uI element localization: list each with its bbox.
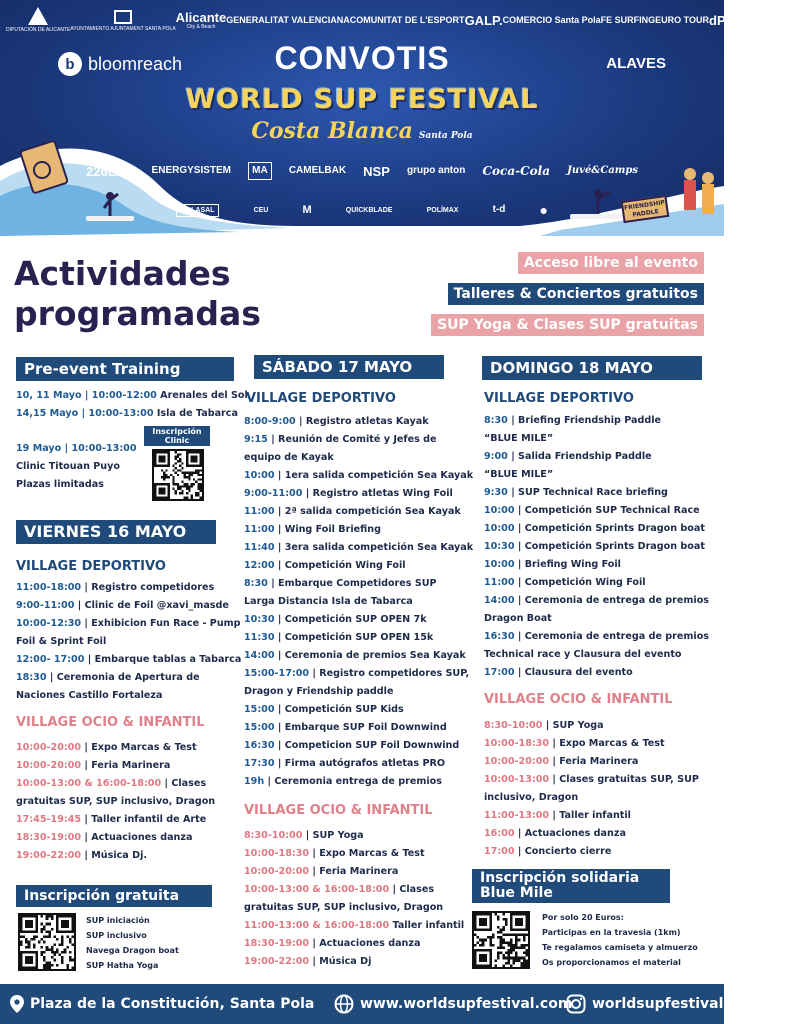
bottom-sponsor-row xyxy=(176,200,548,220)
speaker-illustration-icon xyxy=(6,140,76,200)
list-item: 14:00 | Ceremonia de premios Sea Kayak xyxy=(244,650,466,661)
list-item: 8:30 | Embarque Competidores SUP xyxy=(244,578,437,589)
list-item: 10:00-20:00 | Expo Marcas & Test xyxy=(16,742,197,753)
globe-icon xyxy=(334,994,354,1014)
list-item: Larga Distancia Isla de Tabarca xyxy=(244,596,413,607)
sabado-ocio-list xyxy=(244,827,476,971)
sponsor-quickblade: QUICKBLADE xyxy=(345,206,393,214)
list-item: 11:00 | Competición Wing Foil xyxy=(484,577,646,588)
sponsor-generalitat: GENERALITAT VALENCIANA xyxy=(226,14,350,25)
qr-pattern-icon xyxy=(154,451,202,499)
footer-location xyxy=(10,984,314,1024)
paddler-illustration-icon xyxy=(566,180,626,224)
list-item: 14,15 Mayo | 10:00-13:00 Isla de Tabarca xyxy=(16,408,238,419)
pre-event-list xyxy=(16,387,248,423)
sponsor-polasal: POLASAL xyxy=(176,204,219,217)
domingo-village-ocio: VILLAGE OCIO & INFANTIL xyxy=(484,692,673,707)
sponsor-226ers: 226ERS xyxy=(86,163,135,179)
list-item: 10, 11 Mayo | 10:00-12:00 Arenales del Sol xyxy=(16,390,248,401)
people-illustration-icon xyxy=(676,160,720,226)
sponsor-fesurfing: FE SURFING xyxy=(600,14,656,25)
sponsor-td: t-d xyxy=(492,204,506,215)
qr-pattern-icon xyxy=(474,913,528,967)
list-item: Technical race y Clausura del evento xyxy=(484,649,682,660)
sponsor-alicante: Alicante City & Beach xyxy=(175,9,227,30)
list-item: gratuitas SUP, SUP inclusivo, Dragon xyxy=(244,902,444,913)
list-item: 16:30 | Competicion SUP Foil Downwind xyxy=(244,740,460,751)
costa-blanca-text: Costa Blanca xyxy=(251,118,413,144)
list-item: 12:00 | Competición Wing Foil xyxy=(244,560,406,571)
list-item: 10:00-20:00 | Feria Marinera xyxy=(484,756,639,767)
clinic-qr-code[interactable] xyxy=(152,449,204,501)
inscripcion-gratuita-list xyxy=(86,913,179,973)
sponsor-convotis: CONVOTIS xyxy=(274,40,450,76)
sponsor-m: M xyxy=(302,203,312,216)
list-item: 10:00-13:00 & 16:00-18:00 | Clases xyxy=(244,884,435,895)
section-sabado: SÁBADO 17 MAYO xyxy=(254,355,444,379)
event-header-banner xyxy=(0,0,791,236)
sponsor-eurotour: EURO TOUR xyxy=(655,14,709,25)
sponsor-diputacion: DIPUTACIÓN DE ALICANTE xyxy=(6,7,70,33)
sponsor-juve-camps: Juvé&Camps xyxy=(567,165,638,176)
list-item: 10:00-13:00 & 16:00-18:00 | Clases xyxy=(16,778,207,789)
list-item: 16:00 | Actuaciones danza xyxy=(484,828,626,839)
list-item: Naciones Castillo Fortaleza xyxy=(16,690,163,701)
map-pin-icon xyxy=(10,995,24,1013)
mid-sponsor-row xyxy=(86,158,638,184)
inscripcion-qr-code[interactable] xyxy=(18,913,76,971)
list-item: equipo de Kayak xyxy=(244,452,334,463)
list-item: 19h | Ceremonia entrega de premios xyxy=(244,776,442,787)
list-item: SUP inclusivo xyxy=(86,931,147,940)
list-item: 9:00-11:00 | Clinic de Foil @xavi_masde xyxy=(16,600,229,611)
list-item: 11:00-18:00 | Registro competidores xyxy=(16,582,215,593)
list-item: 11:30 | Competición SUP OPEN 15k xyxy=(244,632,434,643)
blue-mile-qr-code[interactable] xyxy=(472,911,530,969)
list-item: 10:00-20:00 | Feria Marinera xyxy=(16,760,171,771)
section-domingo: DOMINGO 18 MAYO xyxy=(482,356,702,380)
top-sponsor-row xyxy=(6,4,791,36)
list-item: 10:00-12:30 | Exhibicion Fun Race - Pump xyxy=(16,618,241,629)
sabado-village-deportivo: VILLAGE DEPORTIVO xyxy=(246,391,396,406)
festival-logo-subtitle xyxy=(0,118,724,144)
domingo-ocio-list xyxy=(484,717,718,861)
list-item: 10:00-13:00 | Clases gratuitas SUP, SUP xyxy=(484,774,699,785)
badge-line-1: Inscripción xyxy=(152,427,202,436)
list-item: “BLUE MILE” xyxy=(484,469,554,480)
list-item: 9:15 | Reunión de Comité y Jefes de xyxy=(244,434,437,445)
list-item: 9:00-11:00 | Registro atletas Wing Foil xyxy=(244,488,453,499)
title-line-2: programadas xyxy=(14,294,261,333)
bloomreach-logo-icon: b xyxy=(58,52,82,76)
list-item: 15:00 | Embarque SUP Foil Downwind xyxy=(244,722,447,733)
list-item: 10:00 | Briefing Wing Foil xyxy=(484,559,621,570)
list-item: Dragon y Friendship paddle xyxy=(244,686,394,697)
tag-talleres-conciertos: Talleres & Conciertos gratuitos xyxy=(448,283,704,305)
sponsor-esl: ESL xyxy=(725,12,751,28)
sponsor-comercio: COMERCIO Santa Pola xyxy=(502,14,601,25)
sponsor-alaves: ALAVES xyxy=(606,55,666,72)
list-item: 11:00 | Wing Foil Briefing xyxy=(244,524,381,535)
list-item: 10:00-18:30 | Expo Marcas & Test xyxy=(244,848,425,859)
sponsor-energysistem: ENERGYSISTEM xyxy=(151,165,232,176)
ayuntamiento-logo-icon xyxy=(114,8,132,24)
list-item: 10:00-18:30 | Expo Marcas & Test xyxy=(484,738,665,749)
badge-line-2: Clinic xyxy=(164,436,190,445)
sabado-deportivo-list xyxy=(244,413,476,791)
list-item: 11:00 | 2ª salida competición Sea Kayak xyxy=(244,506,461,517)
list-item: 10:00-20:00 | Feria Marinera xyxy=(244,866,399,877)
list-item: 10:30 | Competición SUP OPEN 7k xyxy=(244,614,427,625)
list-item: 9:00 | Salida Friendship Paddle xyxy=(484,451,652,462)
list-item: 9:30 | SUP Technical Race briefing xyxy=(484,487,668,498)
santa-pola-text: Santa Pola xyxy=(418,131,473,141)
clinic-time: 19 Mayo | 10:00-13:00 xyxy=(16,443,137,454)
list-item: 18:30-19:00 | Actuaciones danza xyxy=(244,938,421,949)
domingo-deportivo-list xyxy=(484,412,718,682)
list-item: 19:00-22:00 | Música Dj xyxy=(244,956,372,967)
list-item: 10:00 | 1era salida competición Sea Kayak xyxy=(244,470,474,481)
tag-sup-yoga: SUP Yoga & Clases SUP gratuitas xyxy=(431,314,704,336)
list-item: “BLUE MILE” xyxy=(484,433,554,444)
title-line-1: Actividades xyxy=(14,254,231,293)
bloomreach-name: bloomreach xyxy=(88,53,183,74)
list-item: SUP Hatha Yoga xyxy=(86,961,159,970)
viernes-deportivo-list xyxy=(16,579,248,705)
section-viernes: VIERNES 16 MAYO xyxy=(16,520,216,544)
list-item: 11:00-13:00 & 16:00-18:00 Taller infantil xyxy=(244,920,465,931)
section-pre-event-training: Pre-event Training xyxy=(16,357,234,381)
list-item: 10:30 | Competición Sprints Dragon boat xyxy=(484,541,705,552)
viernes-village-deportivo: VILLAGE DEPORTIVO xyxy=(16,559,166,574)
page-title xyxy=(14,254,261,334)
sponsor-coca-cola: Coca-Cola xyxy=(482,164,550,178)
list-item: 15:00-17:00 | Registro competidores SUP, xyxy=(244,668,470,679)
festival-logo-title: WORLD SUP FESTIVAL xyxy=(185,84,539,115)
sponsor-ayuntamiento: AYUNTAMIENTO AJUNTAMENT SANTA POLA xyxy=(70,8,175,32)
surfer-illustration-icon xyxy=(80,186,140,226)
instagram-handle[interactable]: worldsupfestival xyxy=(592,996,724,1012)
section-inscripcion-solidaria xyxy=(472,869,670,903)
list-item: 11:40 | 3era salida competición Sea Kayak xyxy=(244,542,474,553)
insc-solidaria-line-1: Inscripción solidaria xyxy=(480,870,640,886)
list-item: 8:30-10:00 | SUP Yoga xyxy=(244,830,364,841)
clinic-places: Plazas limitadas xyxy=(16,479,104,490)
sponsor-ceu: CEU xyxy=(253,206,269,214)
sponsor-galp: GALP. xyxy=(464,12,503,28)
list-item: 17:45-19:45 | Taller infantil de Arte xyxy=(16,814,207,825)
list-item: Dragon Boat xyxy=(484,613,552,624)
list-item: 17:00 | Concierto cierre xyxy=(484,846,612,857)
sponsor-comunitat-esport: COMUNITAT DE L'ESPORT xyxy=(349,14,465,25)
list-item: Participas en la travesia (1km) xyxy=(542,928,681,937)
sponsor-grupo-anton: grupo anton xyxy=(407,165,466,176)
list-item: gratuitas SUP, SUP inclusivo, Dragon xyxy=(16,796,216,807)
insc-solidaria-line-2: Blue Mile xyxy=(480,885,553,901)
sponsor-polimax: POLÍMAX xyxy=(426,206,459,214)
list-item: 14:00 | Ceremonia de entrega de premios xyxy=(484,595,709,606)
section-inscripcion-gratuita: Inscripción gratuita xyxy=(16,885,212,907)
list-item: inclusivo, Dragon xyxy=(484,792,579,803)
list-item: Foil & Sprint Foil xyxy=(16,636,107,647)
clinic-name: Clinic Titouan Puyo xyxy=(16,461,120,472)
list-item: 8:30-10:00 | SUP Yoga xyxy=(484,720,604,731)
footer-instagram[interactable] xyxy=(566,984,723,1024)
list-item: 17:00 | Clausura del evento xyxy=(484,667,633,678)
list-item: 16:30 | Ceremonia de entrega de premios xyxy=(484,631,709,642)
diputacion-logo-icon xyxy=(28,7,48,25)
sponsor-surfing-federation: SURFING xyxy=(750,14,791,25)
list-item: 10:00 | Competición SUP Technical Race xyxy=(484,505,700,516)
footer-website[interactable] xyxy=(334,984,572,1024)
list-item: Te regalamos camiseta y almuerzo xyxy=(542,943,698,952)
list-item: 12:00- 17:00 | Embarque tablas a Tabarca xyxy=(16,654,242,665)
list-item: 15:00 | Competición SUP Kids xyxy=(244,704,404,715)
list-item: Navega Dragon boat xyxy=(86,946,179,955)
list-item: Os proporcionamos el material xyxy=(542,958,681,967)
website-link[interactable]: www.worldsupfestival.com xyxy=(360,996,573,1012)
sponsor-ma: MA xyxy=(248,162,272,180)
list-item: 10:00 | Competición Sprints Dragon boat xyxy=(484,523,705,534)
viernes-ocio-list xyxy=(16,739,248,865)
list-item: 17:30 | Firma autógrafos atletas PRO xyxy=(244,758,446,769)
domingo-village-deportivo: VILLAGE DEPORTIVO xyxy=(484,391,634,406)
qr-pattern-icon xyxy=(20,915,74,969)
list-item: 11:00-13:00 | Taller infantil xyxy=(484,810,631,821)
sponsor-camelbak: CAMELBAK xyxy=(288,165,347,176)
list-item: 8:30 | Briefing Friendship Paddle xyxy=(484,415,662,426)
blue-mile-info xyxy=(542,910,698,970)
sponsor-nsp: NSP xyxy=(363,163,390,179)
sponsor-dp: dP xyxy=(709,12,726,28)
clinic-info xyxy=(16,440,152,494)
tag-acceso-libre: Acceso libre al evento xyxy=(518,252,704,274)
viernes-village-ocio: VILLAGE OCIO & INFANTIL xyxy=(16,715,205,730)
sabado-village-ocio: VILLAGE OCIO & INFANTIL xyxy=(244,803,433,818)
list-item: 18:30-19:00 | Actuaciones danza xyxy=(16,832,193,843)
instagram-icon xyxy=(566,994,586,1014)
sponsor-circle: ● xyxy=(539,202,548,218)
location-text: Plaza de la Constitución, Santa Pola xyxy=(30,996,315,1012)
list-item: 18:30 | Ceremonia de Apertura de xyxy=(16,672,200,683)
list-item: 8:00-9:00 | Registro atletas Kayak xyxy=(244,416,429,427)
list-item: SUP iniciación xyxy=(86,916,150,925)
list-item: Por solo 20 Euros: xyxy=(542,913,624,922)
friendship-paddle-sign: FRIENDSHIP PADDLE xyxy=(621,195,670,223)
list-item: 19:00-22:00 | Música Dj. xyxy=(16,850,148,861)
clinic-registration-badge xyxy=(144,426,210,446)
footer-bar xyxy=(0,984,724,1024)
